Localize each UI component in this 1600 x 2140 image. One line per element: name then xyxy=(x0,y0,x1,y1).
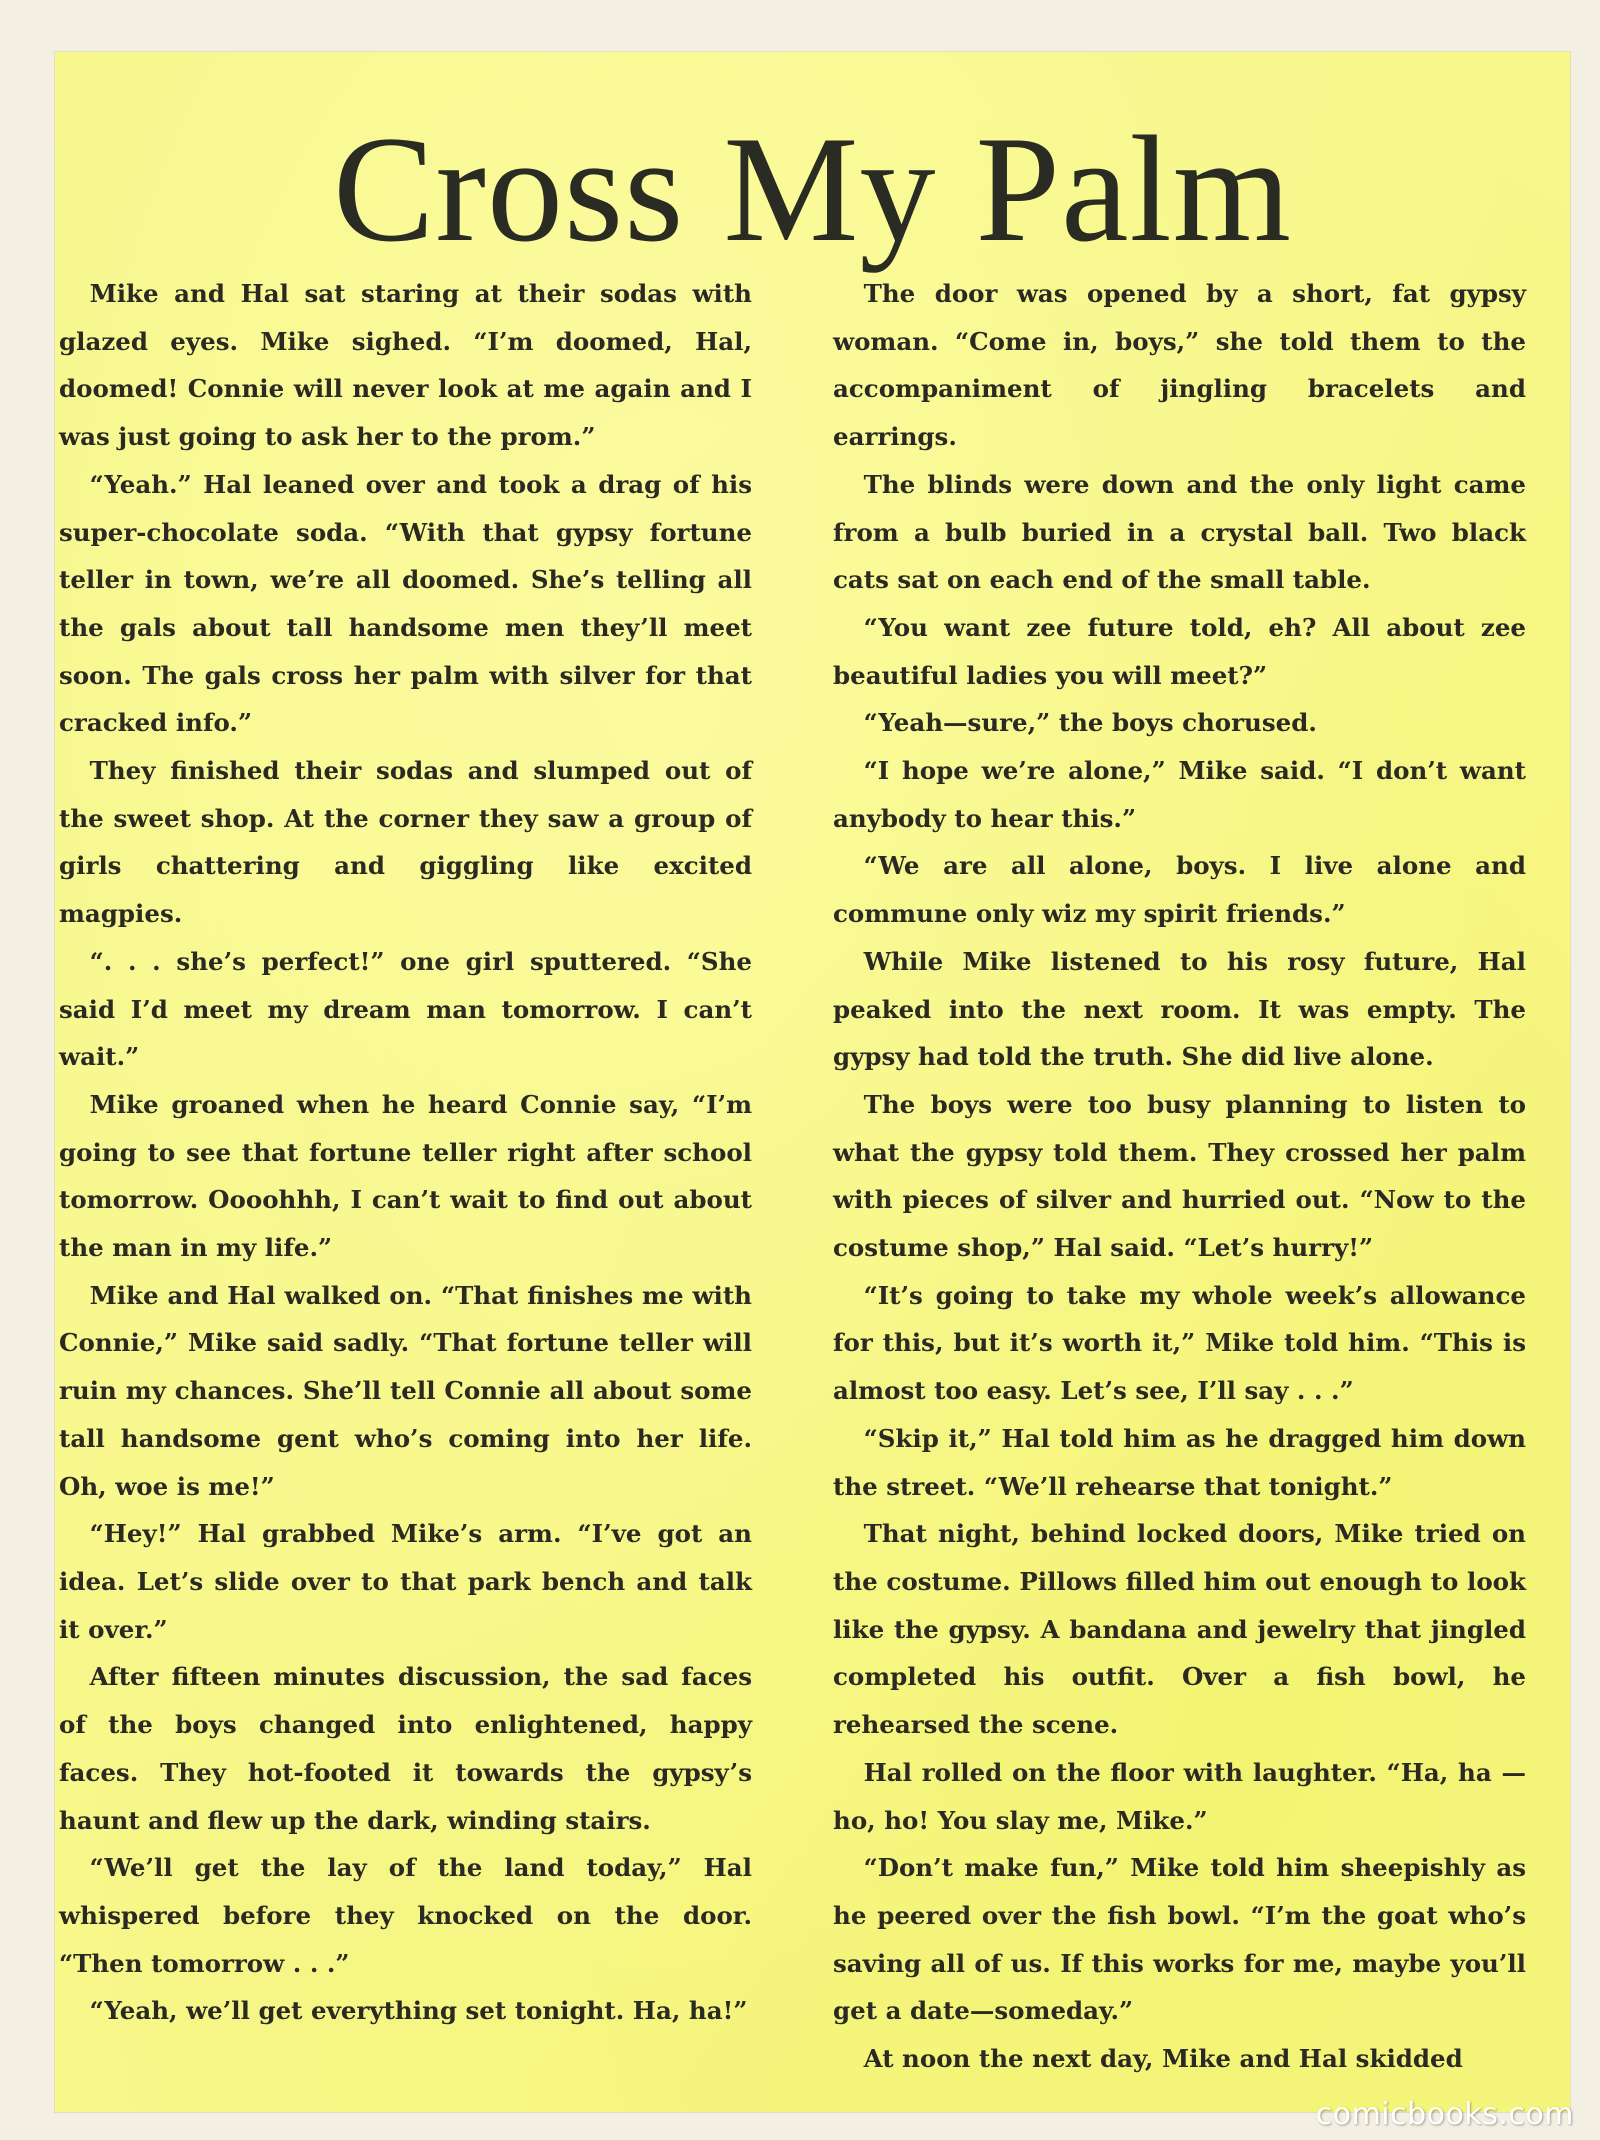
paragraph: “We are all alone, boys. I live alone and commune only wiz my spirit friends.” xyxy=(833,851,1526,929)
paragraph: “You want zee future told, eh? All about zee beautiful ladies you will meet?” xyxy=(833,612,1526,690)
paragraph: “. . . she’s perfect!” one girl sputtered. “She said I’d meet my dream man tomorrow. I can’t wait.” xyxy=(59,946,752,1072)
story-page xyxy=(55,52,1570,2112)
paragraph: “I hope we’re alone,” Mike said. “I don’t want anybody to hear this.” xyxy=(833,756,1526,833)
left-column xyxy=(59,270,752,2035)
paragraph: “Yeah—sure,” the boys chorused. xyxy=(863,708,1317,738)
paragraph: “Yeah, we’ll get everything set tonight. Ha, ha!” xyxy=(89,1996,748,2026)
paragraph: “Skip it,” Hal told him as he dragged him down the street. “We’ll rehearse that tonight.” xyxy=(833,1423,1526,1501)
paragraph: At noon the next day, Mike and Hal skidded xyxy=(863,2044,1463,2074)
story-title: Cross My Palm xyxy=(333,105,1292,273)
paragraph: Hal rolled on the floor with laughter. “Ha, ha —ho, ho! You slay me, Mike.” xyxy=(833,1757,1526,1835)
site-watermark: comicbooks.com xyxy=(1315,2097,1574,2132)
paragraph: “Don’t make fun,” Mike told him sheepishly as he peered over the fish bowl. “I’m the goat who’s saving all of us. If this works for me, maybe you’ll get a date—someday.” xyxy=(833,1853,1526,2026)
paragraph: “Hey!” Hal grabbed Mike’s arm. “I’ve got an idea. Let’s slide over to that park bench and talk it over.” xyxy=(59,1519,752,1644)
paragraph: The boys were too busy planning to listen to what the gypsy told them. They crossed her palm with pieces of silver and hurried out. “Now to the costume shop,” Hal said. “Let’s hurry!” xyxy=(833,1089,1526,1263)
paragraph: Mike and Hal sat staring at their sodas with glazed eyes. Mike sighed. “I’m doomed, Hal, doomed! Connie will never look at me again and I was just going to ask her to the prom.” xyxy=(59,279,752,452)
paragraph: “We’ll get the lay of the land today,” Hal whispered before they knocked on the door. “Then tomorrow . . .” xyxy=(59,1853,752,1978)
paragraph: The blinds were down and the only light came from a bulb buried in a crystal ball. Two black cats sat on each end of the small table. xyxy=(833,469,1526,595)
paragraph: While Mike listened to his rosy future, Hal peaked into the next room. It was empty. The gypsy had told the truth. She did live alone. xyxy=(833,946,1526,1072)
paragraph: That night, behind locked doors, Mike tried on the costume. Pillows filled him out enough to look like the gypsy. A bandana and jewelry that jingled completed his outfit. Over a fish bowl, he rehearsed the scene. xyxy=(833,1519,1526,1740)
paragraph: “It’s going to take my whole week’s allowance for this, but it’s worth it,” Mike told him. “This is almost too easy. Let’s see, I’ll say . . .” xyxy=(833,1280,1526,1406)
paragraph: They finished their sodas and slumped out of the sweet shop. At the corner they saw a group of girls chattering and giggling like excited magpies. xyxy=(59,756,752,929)
paragraph: After fifteen minutes discussion, the sad faces of the boys changed into enlightened, happy faces. They hot-footed it towards the gypsy’s haunt and flew up the dark, winding stairs. xyxy=(59,1662,752,1835)
right-column xyxy=(833,270,1526,2083)
paragraph: Mike and Hal walked on. “That finishes me with Connie,” Mike said sadly. “That fortune teller will ruin my chances. She’ll tell Connie all about some tall handsome gent who’s coming into her life. Oh, woe is me!” xyxy=(59,1280,752,1501)
paragraph: “Yeah.” Hal leaned over and took a drag of his super-chocolate soda. “With that gypsy fortune teller in town, we’re all doomed. She’s telling all the gals about tall handsome men they’ll meet soon. The gals cross her palm with silver for that cracked info.” xyxy=(59,469,752,738)
paragraph: Mike groaned when he heard Connie say, “I’m going to see that fortune teller right after school tomorrow. Oooohhh, I can’t wait to find out about the man in my life.” xyxy=(59,1089,752,1263)
paragraph: The door was opened by a short, fat gypsy woman. “Come in, boys,” she told them to the accompaniment of jingling bracelets and earrings. xyxy=(833,279,1526,452)
